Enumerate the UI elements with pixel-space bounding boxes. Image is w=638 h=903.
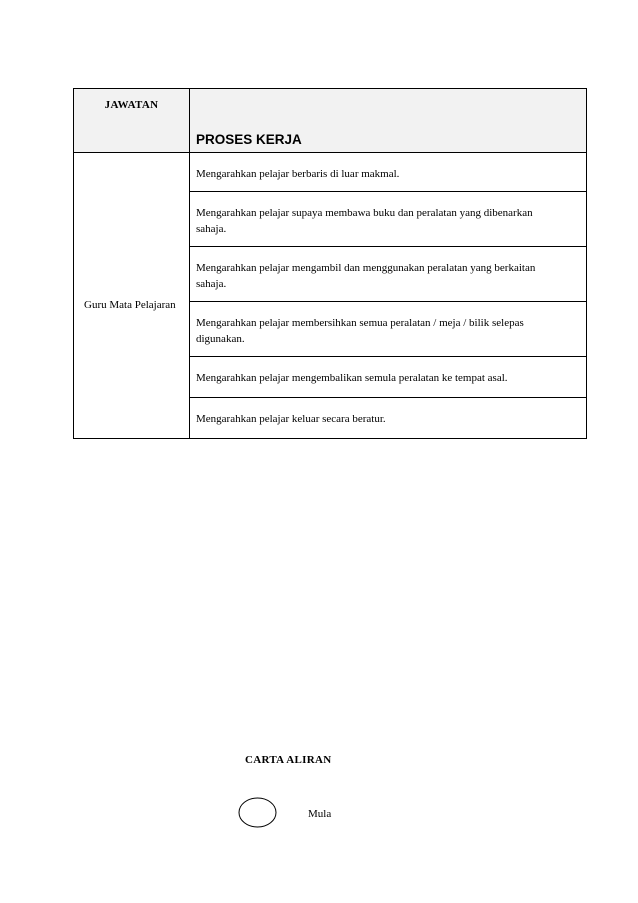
start-terminator-shape <box>238 797 277 828</box>
step-cell-4: Mengarahkan pelajar membersihkan semua peralatan / meja / bilik selepas digunakan. <box>190 302 587 357</box>
work-process-table <box>73 88 587 439</box>
step-cell-6: Mengarahkan pelajar keluar secara beratur. <box>190 398 587 439</box>
role-cell <box>74 153 190 439</box>
header-process-label: PROSES KERJA <box>196 132 302 147</box>
table-row <box>74 153 587 192</box>
step-cell-2: Mengarahkan pelajar supaya membawa buku dan peralatan yang dibenarkan sahaja. <box>190 192 587 247</box>
header-role-cell <box>74 89 190 153</box>
header-role-label: JAWATAN <box>104 99 159 111</box>
step-cell-3: Mengarahkan pelajar mengambil dan menggunakan peralatan yang berkaitan sahaja. <box>190 247 587 302</box>
table-header-row <box>74 89 587 153</box>
start-label: Mula <box>308 808 332 820</box>
step-cell-5: Mengarahkan pelajar mengembalikan semula peralatan ke tempat asal. <box>190 357 587 398</box>
header-process-cell <box>190 89 587 153</box>
flowchart-title: CARTA ALIRAN <box>245 754 332 766</box>
role-label: Guru Mata Pelajaran <box>84 298 176 311</box>
step-cell-1: Mengarahkan pelajar berbaris di luar makmal. <box>190 153 587 192</box>
